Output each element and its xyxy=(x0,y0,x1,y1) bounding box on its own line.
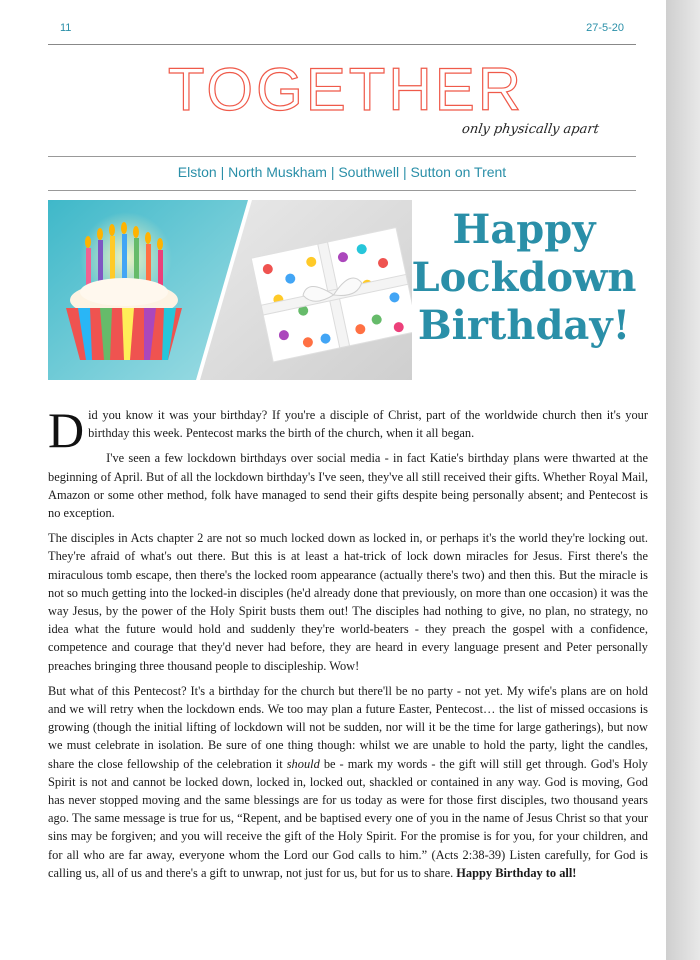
paragraph-1 xyxy=(48,402,648,458)
page-number: 11 xyxy=(60,22,72,34)
parish-list: Elston | North Muskham | Southwell | Sutton on Trent xyxy=(177,164,507,180)
paragraph-1-text: id you know it was your birthday? If you're a disciple of Christ, part of the worldwide church then it's your birthday this week. Pentecost marks the birth of the church, when it all began. xyxy=(88,408,648,441)
places-divider-top xyxy=(48,156,636,157)
feature-heading xyxy=(404,206,644,350)
top-divider xyxy=(48,44,636,45)
hero-image xyxy=(48,200,412,380)
page-edge xyxy=(666,0,700,960)
article-body xyxy=(48,402,648,889)
feature-heading-line-1: Happy xyxy=(452,206,596,253)
closing-greeting: Happy Birthday to all! xyxy=(456,865,577,880)
feature-heading-line-3: Birthday! xyxy=(417,302,631,349)
drop-cap: D xyxy=(48,402,85,458)
paragraph-2: I've seen a few lockdown birthdays over social media - in fact Katie's birthday plans were thwarted at the beginning of April. But of all the lockdown birthday's I've seen, they've all still received their gifts. Whether Royal Mail, Amazon or some other method, folk have managed to send their gifts despite being personally absent; and Pentecost is no exception. xyxy=(48,451,648,521)
paragraph-4-part-a: But what of this Pentecost? It's a birthday for the church but there'll be no party - not yet. My wife's plans are on hold and we will retry when the lockdown ends. We too may plan a future Easter, Pentecost… the list of missed occasions is growing (though the initial lifting of lockdown will not be sudden, nor will it be the time for large gatherings), but now we must celebrate in isolation. Be sure of one thing though: whilst we are unable to hold the party, light the candles, share the close fellowship of the celebration it xyxy=(48,683,648,771)
masthead-tagline: only physically apart xyxy=(460,122,600,137)
paragraph-3: The disciples in Acts chapter 2 are not so much locked down as locked in, or perhaps it's the world they're locking out. They're afraid of what's out there. But this is at least a hat-trick of lock down miracles for Jesus. First there's the miraculous tomb escape, then there's the locked room appearance (actually there's two) and then this. But the miracle is not so much getting into the locked-in disciples (he'd already done that previously, on more than one occasion) it was the way Jesus, by the power of the Holy Spirit busts them out! The disciples had nothing to give, no plan, no strategy, no idea what the future would hold and suddenly they're world-beaters - they preach the gospel with a confidence, competence and courage that they'd never had before, they are heard in every language present and Peter personally preaches bringing three thousand people to discipleship. Wow! xyxy=(48,531,648,673)
paragraph-4 xyxy=(48,682,648,882)
places-divider-bottom xyxy=(48,190,636,191)
feature-heading-line-2: Lockdown xyxy=(411,254,637,301)
issue-date: 27-5-20 xyxy=(586,22,624,34)
masthead-title: TOGETHER xyxy=(167,56,525,123)
paragraph-4-emphasis: should xyxy=(286,756,320,771)
paragraph-4-part-b: be - mark my words - the gift will still get through. God's Holy Spirit is not and cannot be locked down, locked in, locked out, shackled or contained in any way. God is moving, God has never stopped moving and the same blessings are for us today as were for those first disciples, two thousand years ago. The same message is true for us, “Repent, and be baptised every one of you in the name of Jesus Christ so that your sins may be forgiven; and you will receive the gift of the Holy Spirit. For the promise is for you, for your children, and for all who are far away, everyone whom the Lord our God calls to him.” (Acts 2:38-39) Listen carefully, for God is calling us, all of us and there's a gift to unwrap, not just for us, but for us to share. xyxy=(48,756,648,880)
